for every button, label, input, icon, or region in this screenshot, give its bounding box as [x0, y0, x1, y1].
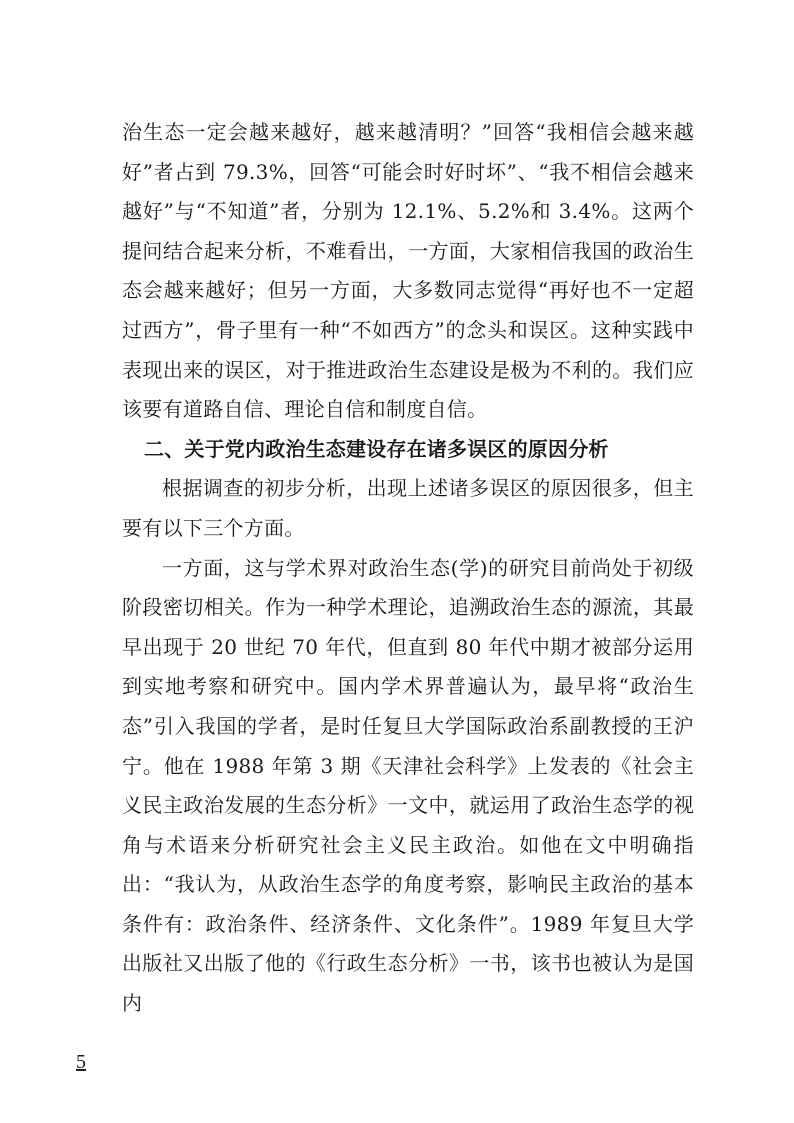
document-body: [122, 113, 694, 1024]
page-number: 5: [76, 1051, 86, 1073]
section-heading: 二、关于党内政治生态建设存在诸多误区的原因分析: [144, 436, 609, 461]
paragraph-intro-reasons: 根据调查的初步分析，出现上述诸多误区的原因很多，但主要有以下三个方面。: [122, 476, 694, 540]
paragraph-first-reason: 一方面，这与学术界对政治生态(学)的研究目前尚处于初级阶段密切相关。作为一种学术理论，追溯政治生态的源流，其最早出现于 20 世纪 70 年代，但直到 80 年代中期才被部分运用到实地考察和研究中。国内学术界普遍认为，最早将“政治生态”引入我国的学者，是时任复旦大学国际政治系副教授的王沪宁。他在 1988 年第 3 期《天津社会科学》上发表的《社会主义民主政治发展的生态分析》一文中，就运用了政治生态学的视角与术语来分析研究社会主义民主政治。如他在文中明确指出：“我认为，从政治生态学的角度考察，影响民主政治的基本条件有：政治条件、经济条件、文化条件”。1989 年复旦大学出版社又出版了他的《行政生态分析》一书，该书也被认为是国内: [122, 555, 694, 1016]
paragraph-survey-results: 治生态一定会越来越好，越来越清明？”回答“我相信会越来越好”者占到 79.3%，回答“可能会时好时坏”、“我不相信会越来越好”与“不知道”者，分别为 12.1%、5.2%和 3.4%。这两个提问结合起来分析，不难看出，一方面，大家相信我国的政治生态会越来越好；但另一方面，大多数同志觉得“再好也不一定超过西方”，骨子里有一种“不如西方”的念头和误区。这种实践中表现出来的误区，对于推进政治生态建设是极为不利的。我们应该要有道路自信、理论自信和制度自信。: [122, 120, 694, 422]
